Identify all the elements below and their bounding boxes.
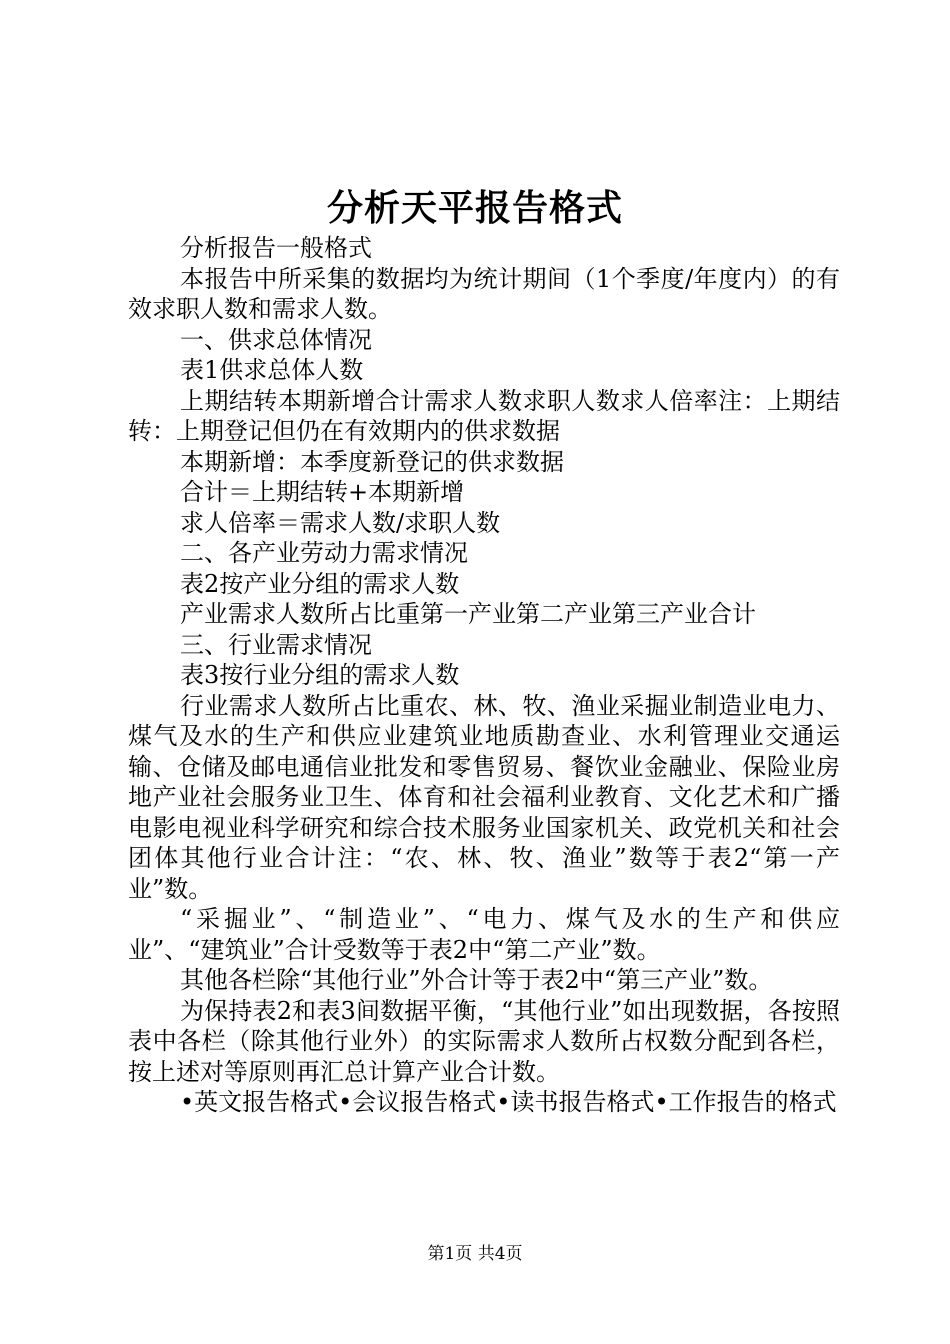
paragraph: 其他各栏除“其他行业”外合计等于表2中“第三产业”数。: [180, 966, 773, 994]
paragraph: “采掘业”、“制造业”、“电力、煤气及水的生产和供应业”、“建筑业”合计受数等于表2中“第二产业”数。: [128, 905, 840, 964]
paragraph: 上期结转本期新增合计需求人数求职人数求人倍率注：上期结转：上期登记但仍在有效期内的供求数据: [128, 386, 840, 445]
paragraph: 行业需求人数所占比重农、林、牧、渔业采掘业制造业电力、煤气及水的生产和供应业建筑业地质勘查业、水利管理业交通运输、仓储及邮电通信业批发和零售贸易、餐饮业金融业、保险业房地产业社会服务业卫生、体育和社会福利业教育、文化艺术和广播电影电视业科学研究和综合技术服务业国家机关、政党机关和社会团体其他行业合计注：“农、林、牧、渔业”数等于表2“第一产业”数。: [128, 691, 840, 903]
paragraph: 为保持表2和表3间数据平衡，“其他行业”如出现数据，各按照表中各栏（除其他行业外）的实际需求人数所占权数分配到各栏，按上述对等原则再汇总计算产业合计数。: [128, 996, 840, 1086]
paragraph: 产业需求人数所占比重第一产业第二产业第三产业合计: [180, 600, 756, 628]
paragraph: 本报告中所采集的数据均为统计期间（1个季度/年度内）的有效求职人数和需求人数。: [128, 264, 840, 323]
document-title: 分析天平报告格式: [326, 187, 623, 229]
paragraph: 求人倍率＝需求人数/求职人数: [180, 508, 501, 537]
paragraph: 本期新增：本季度新登记的供求数据: [180, 447, 564, 476]
paragraph: 三、行业需求情况: [180, 630, 372, 659]
paragraph: 表1供求总体人数: [180, 356, 364, 384]
paragraph: 合计＝上期结转+本期新增: [180, 478, 465, 506]
page-footer: 第1页 共4页: [427, 1244, 523, 1264]
paragraph: 一、供求总体情况: [180, 325, 372, 354]
document-body: [128, 233, 840, 1118]
paragraph: 表3按行业分组的需求人数: [180, 661, 460, 689]
paragraph: 分析报告一般格式: [180, 234, 372, 262]
paragraph: 二、各产业劳动力需求情况: [180, 539, 468, 567]
paragraph: 表2按产业分组的需求人数: [180, 569, 460, 598]
paragraph: •英文报告格式•会议报告格式•读书报告格式•工作报告的格式: [180, 1088, 837, 1116]
